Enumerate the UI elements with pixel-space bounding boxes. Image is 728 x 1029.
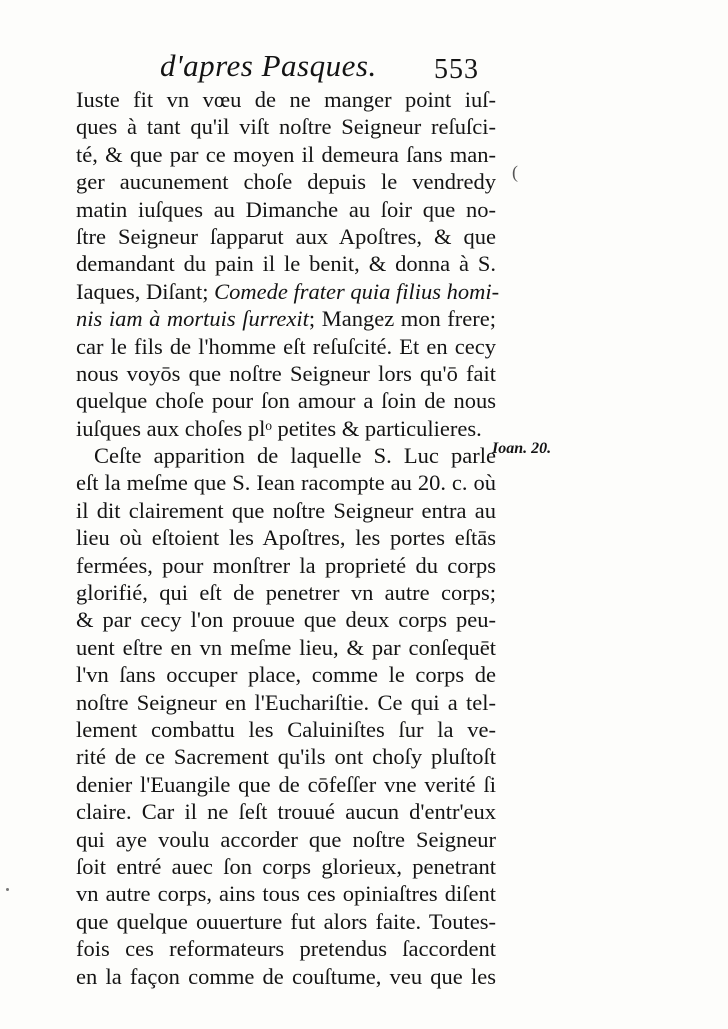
text-line-11: nous voyōs que noſtre Seigneur lors qu'ō fait <box>76 360 496 386</box>
text-line-9 <box>76 305 496 332</box>
text-line-26: denier l'Euangile que de cōfeſſer vne verité ſi <box>76 771 496 797</box>
text-line-19: glorifié, qui eſt de penetrer vn autre corps; <box>76 580 496 606</box>
text-line-6: ſtre Seigneur ſapparut aux Apoſtres, & que <box>76 223 496 249</box>
text-line-10: car le fils de l'homme eſt reſuſcité. Et en cecy <box>76 333 496 359</box>
text-line-14: Ceſte apparition de laquelle S. Luc parle <box>94 443 496 469</box>
latin-quote-part-1: Comede frater quia filius homi- <box>214 278 500 304</box>
stray-dot <box>6 888 9 891</box>
text-line-25: rité de ce Sacrement qu'ils ont choſy pluſtoſt <box>76 744 496 770</box>
margin-note-scripture-reference: Ioan. 20. <box>492 440 552 457</box>
text-line-28: qui aye voulu accorder que noſtre Seigneur <box>76 826 496 852</box>
text-line-33: en la façon comme de couſtume, veu que les <box>76 963 496 989</box>
text-line-17: lieu où eſtoient les Apoſtres, les portes eſtās <box>76 525 496 551</box>
text-line-23: noſtre Seigneur en l'Euchariſtie. Ce qui a tel- <box>76 689 496 715</box>
latin-quote-part-2: nis iam à mortuis ſurrexit <box>76 306 309 332</box>
text-line-7: demandant du pain il le benit, & donna à S. <box>76 251 496 277</box>
margin-mark: ( <box>512 162 518 182</box>
running-head: d'apres Pasques. <box>160 48 377 83</box>
text-line-15: eſt la meſme que S. Iean racompte au 20. c. où <box>76 470 496 496</box>
page-number: 553 <box>434 54 479 85</box>
text-line-9-roman: ; Mangez mon frere; <box>308 306 496 332</box>
text-line-27: claire. Car il ne ſeſt trouué aucun d'entr'eux <box>76 799 496 825</box>
text-line-8 <box>76 278 500 305</box>
text-line-8-roman: Iaques, Diſant; <box>76 278 215 304</box>
text-line-18: fermées, pour monſtrer la proprieté du corps <box>76 552 496 578</box>
text-line-1: Iuste fit vn vœu de ne manger point iuſ- <box>76 87 496 112</box>
text-line-22: l'vn ſans occuper place, comme le corps de <box>76 662 496 688</box>
page-header <box>0 42 728 92</box>
text-line-3: té, & que par ce moyen il demeura ſans man- <box>76 141 496 167</box>
body-text <box>76 86 500 990</box>
text-line-24: lement combattu les Caluiniſtes ſur la ve- <box>76 716 496 742</box>
text-line-32: fois ces reformateurs pretendus ſaccordent <box>76 936 496 962</box>
text-line-21: uent eſtre en vn meſme lieu, & par conſequēt <box>76 634 496 660</box>
text-line-29: ſoit entré auec ſon corps glorieux, penetrant <box>76 853 496 879</box>
text-line-4: ger aucunement choſe depuis le vendredy <box>76 169 496 195</box>
text-line-13: iuſques aux choſes plᵒ petites & particulieres. <box>76 415 482 441</box>
text-line-31: que quelque ouuerture fut alors faite. Toutes- <box>76 908 496 934</box>
text-line-12: quelque choſe pour ſon amour a ſoin de nous <box>76 388 496 414</box>
text-line-16: il dit clairement que noſtre Seigneur entra au <box>76 497 496 523</box>
text-line-2: ques à tant qu'il viſt noſtre Seigneur reſuſci- <box>76 114 496 140</box>
text-line-20: & par cecy l'on prouue que deux corps peu- <box>76 607 496 633</box>
text-line-5: matin iuſques au Dimanche au ſoir que no- <box>76 196 496 222</box>
text-line-30: vn autre corps, ains tous ces opiniaſtres diſent <box>76 881 496 907</box>
